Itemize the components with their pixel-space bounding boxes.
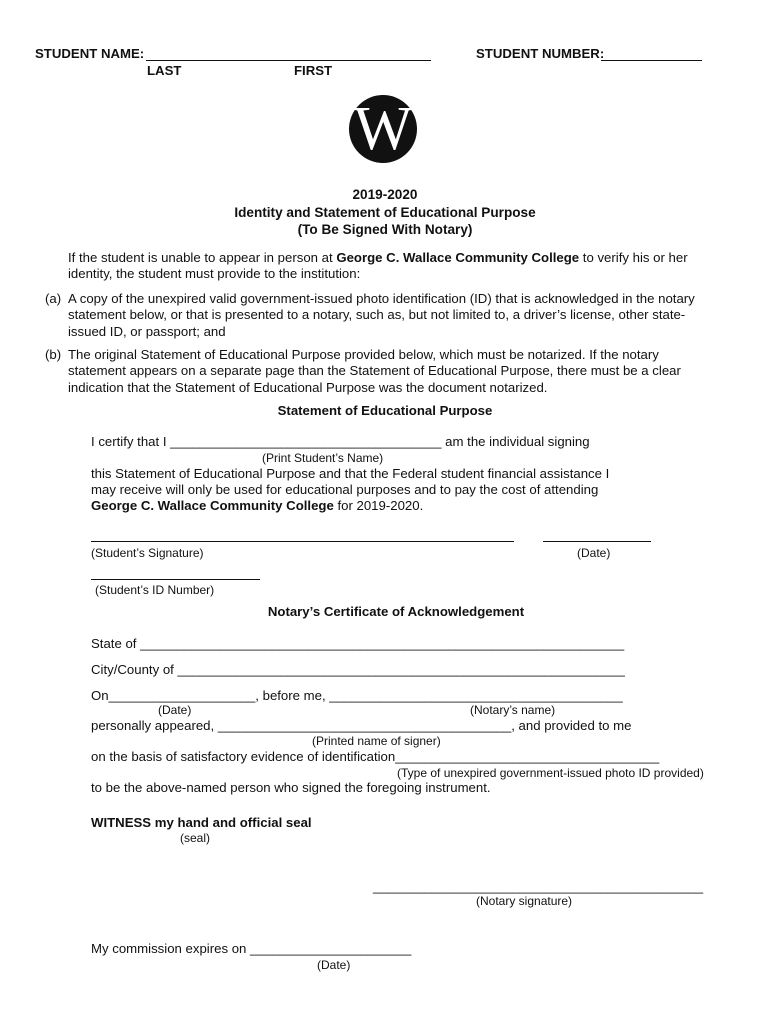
college-name: George C. Wallace Community College	[91, 498, 334, 513]
student-id-field[interactable]	[91, 579, 260, 580]
student-signature-caption: (Student’s Signature)	[91, 546, 204, 560]
item-b-text: The original Statement of Educational Purpose provided below, which must be notarized. If the notary statement appears on a separate page than the Statement of Educational Purpose, there must be a clear indication that the Statement of Educational Purpose was the document notarized.	[68, 347, 681, 395]
student-number-field[interactable]	[601, 60, 702, 61]
student-name-label: STUDENT NAME:	[35, 46, 145, 61]
statement-body-line1: this Statement of Educational Purpose and that the Federal student financial assistance I	[91, 466, 610, 481]
statement-body-line3: George C. Wallace Community College for 2019-2020.	[91, 498, 424, 513]
signature-date-caption: (Date)	[577, 546, 611, 560]
witness-label: WITNESS my hand and official seal	[91, 815, 312, 830]
on-date-caption: (Date)	[158, 703, 192, 717]
seal-caption: (seal)	[180, 831, 211, 845]
college-logo	[349, 95, 417, 163]
student-name-field[interactable]	[146, 60, 431, 61]
student-signature-field[interactable]	[91, 541, 514, 542]
above-named-line: to be the above-named person who signed the foregoing instrument.	[91, 780, 491, 795]
college-name: George C. Wallace Community College	[336, 250, 580, 265]
personally-appeared-line[interactable]: personally appeared, ________________________________________, and provided to me	[91, 718, 632, 733]
id-type-caption: (Type of unexpired government-issued photo ID provided)	[397, 766, 704, 780]
form-title: Identity and Statement of Educational Purpose	[234, 205, 536, 220]
statement-body-line2: may receive will only be used for educational purposes and to pay the cost of attending	[91, 482, 599, 497]
student-number-label: STUDENT NUMBER:	[476, 46, 605, 61]
first-name-caption: FIRST	[294, 63, 333, 78]
form-subtitle: (To Be Signed With Notary)	[297, 222, 473, 237]
student-id-caption: (Student’s ID Number)	[95, 583, 215, 597]
city-county-line[interactable]: City/County of _____________________________________________________________	[91, 662, 625, 677]
commission-date-caption: (Date)	[317, 958, 351, 972]
last-name-caption: LAST	[147, 63, 182, 78]
print-name-caption: (Print Student’s Name)	[262, 451, 384, 465]
logo-letter: W	[353, 95, 413, 163]
form-year: 2019-2020	[352, 187, 418, 202]
notary-signature-caption: (Notary signature)	[476, 894, 573, 908]
on-date-line[interactable]: On____________________, before me, ________________________________________	[91, 688, 623, 703]
notary-heading: Notary’s Certificate of Acknowledgement	[267, 604, 525, 619]
intro-paragraph: If the student is unable to appear in person at George C. Wallace Community College to verify his or her identity, the student must provide to the institution:	[68, 250, 688, 282]
certify-line[interactable]: I certify that I _____________________________________ am the individual signing	[91, 434, 590, 449]
signer-caption: (Printed name of signer)	[312, 734, 441, 748]
notary-signature-line[interactable]: _____________________________________________	[373, 879, 704, 894]
signature-date-field[interactable]	[543, 541, 651, 542]
item-a-text: A copy of the unexpired valid government-issued photo identification (ID) that is acknowledged in the notary statement below, or that is presented to a notary, such as, but not limited to, a driver’s license, other state-issued ID, or passport; and	[68, 291, 695, 339]
state-line[interactable]: State of __________________________________________________________________	[91, 636, 625, 651]
identification-line[interactable]: on the basis of satisfactory evidence of identification____________________________________	[91, 749, 660, 764]
notary-name-caption: (Notary’s name)	[470, 703, 556, 717]
item-a-marker: (a)	[45, 291, 62, 306]
statement-heading: Statement of Educational Purpose	[277, 403, 493, 418]
item-b-marker: (b)	[45, 347, 62, 362]
commission-line[interactable]: My commission expires on ______________________	[91, 941, 412, 956]
